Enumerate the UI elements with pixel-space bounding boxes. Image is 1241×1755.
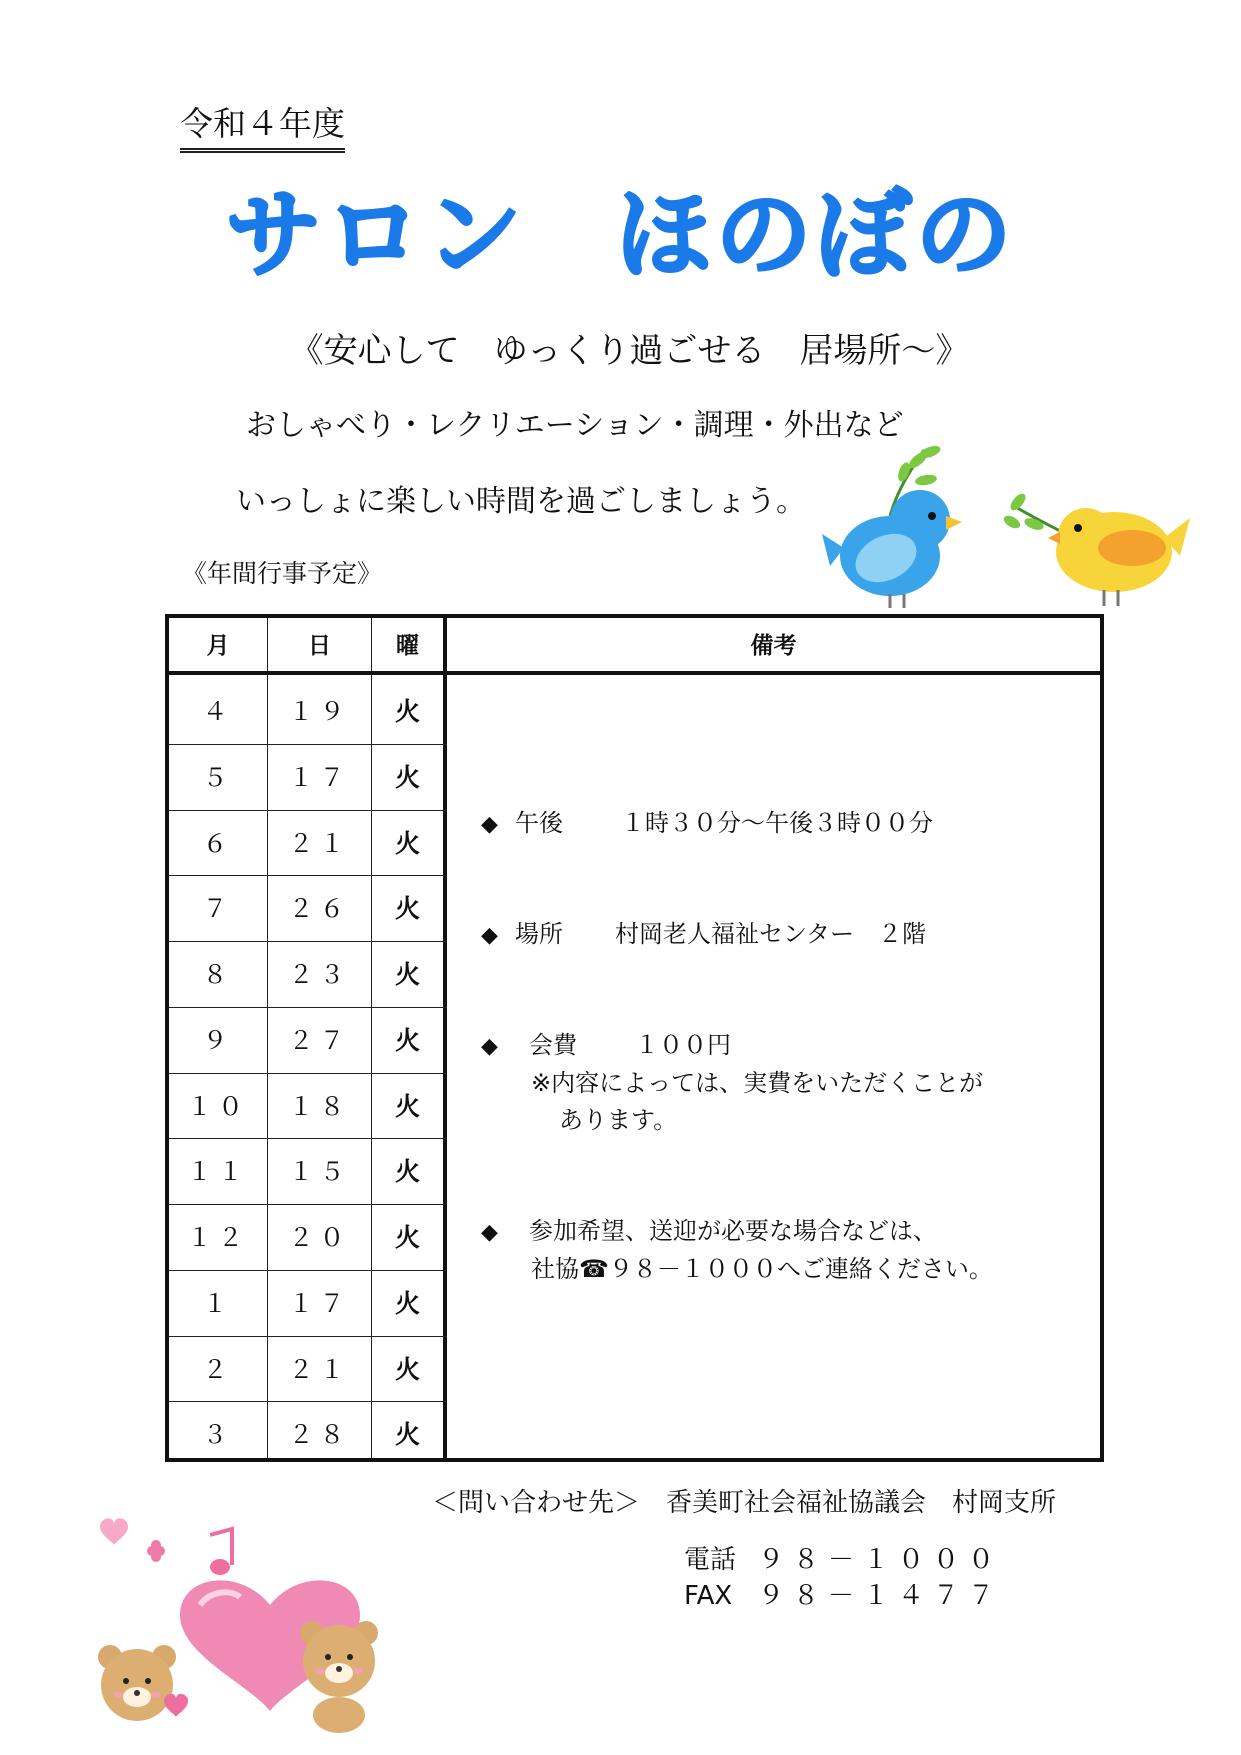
month-cell: ６ [202,828,234,858]
header-weekday: 曜 [396,633,419,659]
table-row [169,811,447,877]
fax-label: FAX [684,1581,733,1611]
note-apply-line-2: 社協☎９８－１０００へご連絡ください。 [531,1255,993,1283]
contact-branch: 村岡支所 [952,1488,1057,1518]
note-fee-label: 会費 [529,1031,577,1059]
month-cell: １１ [186,1157,249,1187]
day-cell: ２８ [288,1420,351,1450]
month-cell: １０ [186,1091,249,1121]
month-cell: ４ [202,697,234,726]
note-place-label: 場所 [515,920,563,948]
table-row [169,1205,447,1271]
month-cell: ８ [202,960,234,989]
tagline: 《安心して ゆっくり過ごせる 居場所～》 [289,331,970,371]
weekday-cell: 火 [394,828,420,858]
table-row [169,1402,447,1468]
month-cell: １２ [186,1223,249,1252]
weekday-cell: 火 [394,894,420,924]
diamond-bullet-icon: ◆ [481,923,498,948]
schedule-label: 《年間行事予定》 [182,559,383,588]
bears-hearts-illustration [80,1505,420,1735]
fax-line [684,1578,1003,1614]
table-row [169,745,447,811]
title-salon: サロン [225,179,526,291]
weekday-cell: 火 [394,1354,420,1384]
note-place [481,916,926,954]
phone-block [684,1542,1003,1614]
weekday-cell: 火 [394,1288,420,1318]
note-apply-line-1: 参加希望、送迎が必要な場合などは、 [529,1217,937,1245]
table-row [169,1074,447,1140]
weekday-cell: 火 [394,1420,420,1450]
table-row [169,679,447,745]
note-time-label: 午後 [515,809,563,837]
table-row [169,1139,447,1205]
notes-column [447,679,1100,1458]
day-cell: １７ [288,1288,351,1318]
tel-label: 電話 [684,1545,737,1575]
schedule-rows [169,679,447,1468]
note-fee [481,1027,983,1139]
header-day: 日 [308,633,331,659]
day-cell: ２１ [288,1354,351,1384]
day-cell: ２７ [288,1025,351,1055]
note-fee-caveat-2: あります。 [559,1106,678,1134]
month-cell: ５ [202,762,234,792]
weekday-cell: 火 [394,960,420,989]
diamond-bullet-icon: ◆ [481,1034,498,1059]
weekday-cell: 火 [394,1091,420,1121]
day-cell: ２１ [288,828,351,858]
table-row [169,1271,447,1337]
intro-line-2: いっしょに楽しい時間を過ごしましょう。 [236,484,806,519]
weekday-cell: 火 [394,697,420,726]
note-fee-caveat-1: ※内容によっては、実費をいただくことが [531,1069,984,1097]
note-time [481,805,933,843]
table-row [169,876,447,942]
diamond-bullet-icon: ◆ [481,1220,498,1245]
day-cell: １８ [288,1091,351,1121]
table-row [169,942,447,1008]
weekday-cell: 火 [394,1157,420,1187]
contact-org: 香美町社会福祉協議会 [666,1488,927,1518]
table-row [169,1008,447,1074]
weekday-cell: 火 [394,1223,420,1252]
day-cell: ２６ [288,894,351,924]
header-notes: 備考 [750,633,797,659]
contact-label: ＜問い合わせ先＞ [432,1488,641,1518]
note-apply [481,1213,993,1288]
weekday-cell: 火 [394,1025,420,1055]
table-row [169,1337,447,1403]
header-month: 月 [206,633,230,659]
month-cell: ７ [202,894,234,924]
page-title [0,180,1241,290]
month-cell: １ [202,1288,234,1318]
blue-bird-illustration [820,438,980,608]
title-honobono: ほのぼの [615,179,1016,291]
day-cell: ２３ [288,960,351,989]
note-time-value: １時３０分～午後３時００分 [621,809,933,837]
day-cell: １９ [288,697,351,726]
table-header-row [169,618,1100,675]
diamond-bullet-icon: ◆ [481,812,498,837]
month-cell: ３ [202,1420,234,1450]
fax-number: ９８－１４７７ [758,1581,1004,1611]
month-cell: ２ [202,1354,234,1384]
intro-line-1: おしゃべり・レクリエーション・調理・外出など [246,408,904,443]
schedule-table [165,614,1104,1462]
note-fee-value: １００円 [635,1031,731,1059]
note-place-value: 村岡老人福祉センター ２階 [615,920,927,948]
tel-line [684,1542,1003,1578]
day-cell: １７ [288,762,351,792]
day-cell: １５ [288,1157,351,1187]
tel-number: ９８－１０００ [758,1545,1004,1575]
month-cell: ９ [202,1025,234,1055]
contact-line [432,1486,1056,1520]
fiscal-year-heading: 令和４年度 [180,104,345,153]
weekday-cell: 火 [394,762,420,792]
day-cell: ２０ [288,1223,351,1252]
yellow-bird-illustration [994,478,1194,608]
